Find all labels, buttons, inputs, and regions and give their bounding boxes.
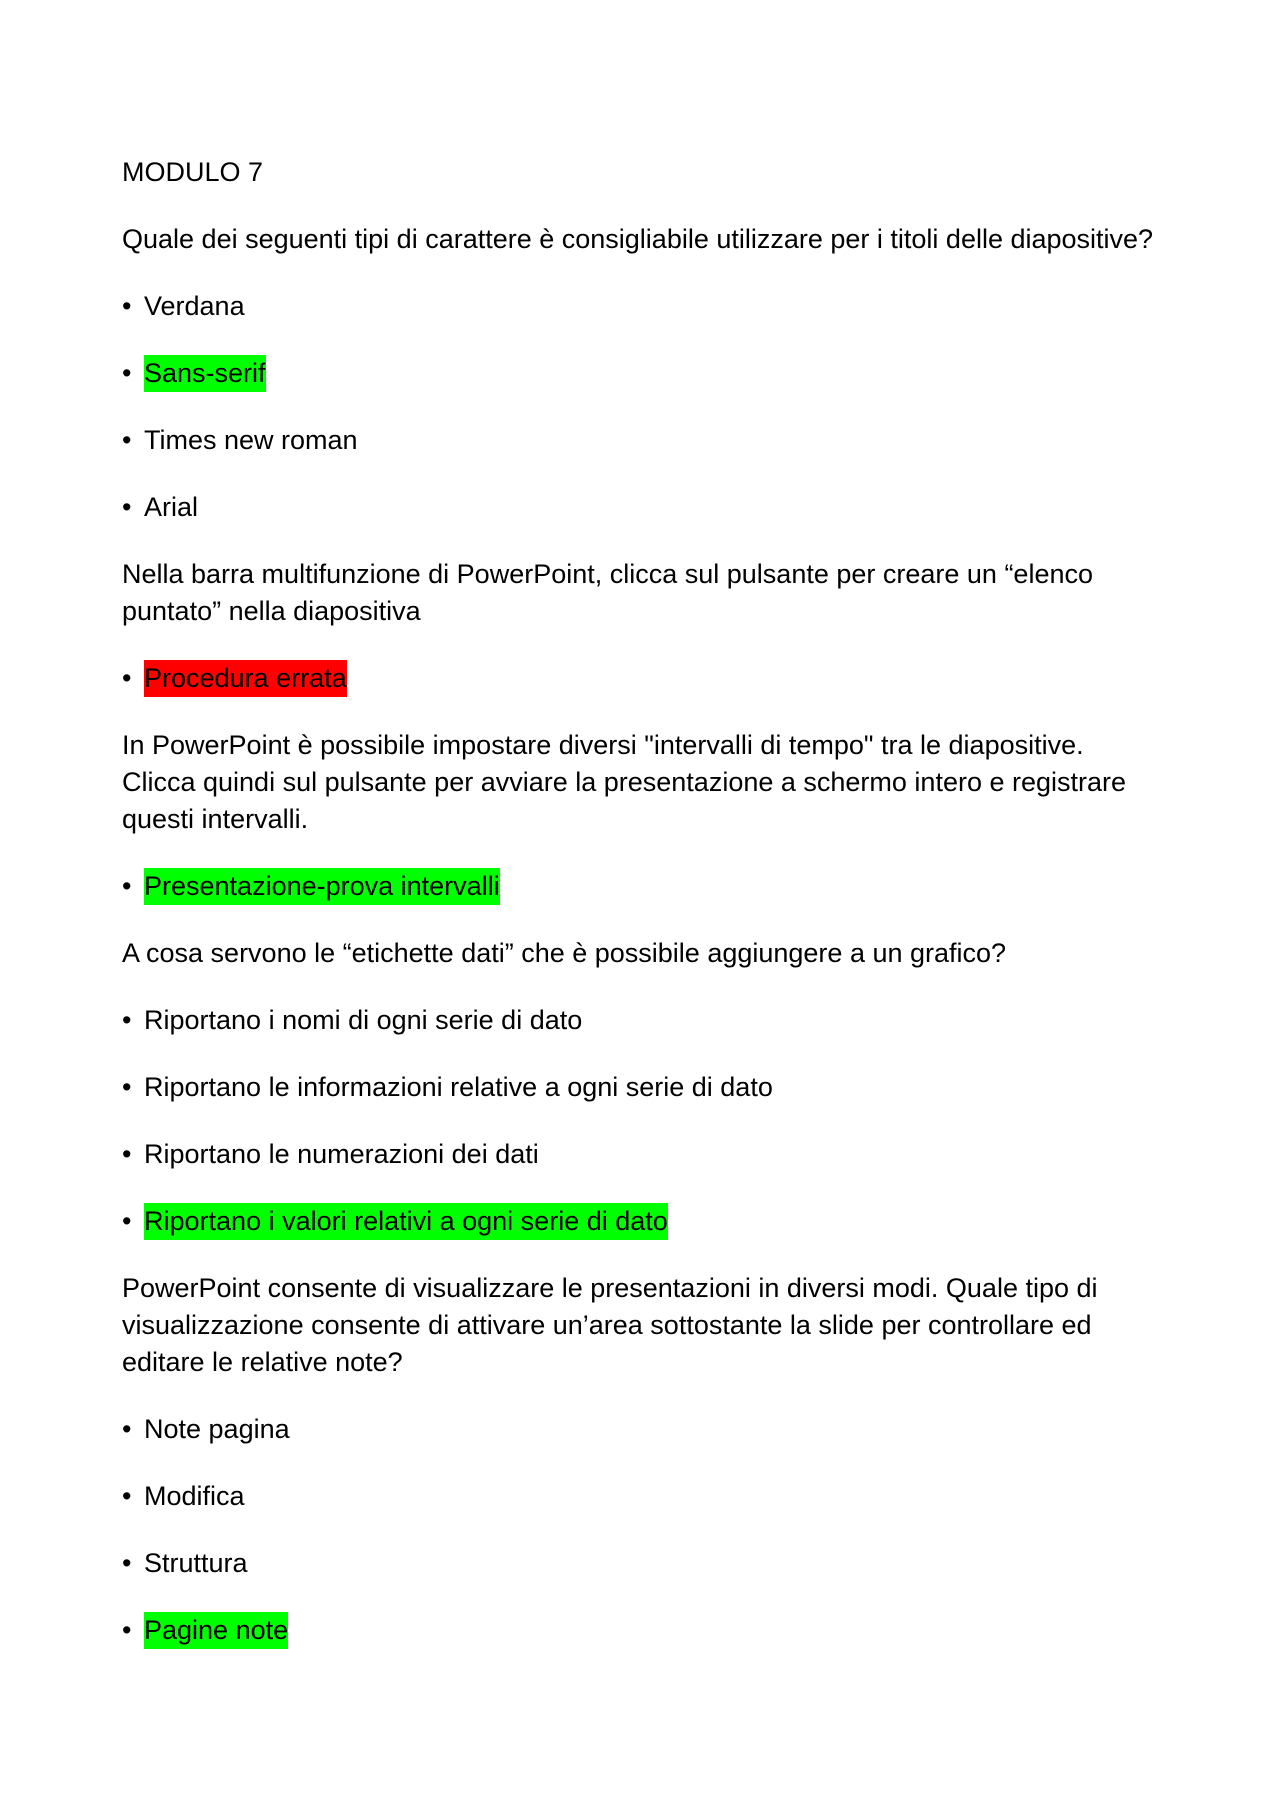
bullet-icon: •: [122, 1139, 132, 1169]
question-1-option-3: [122, 422, 1162, 459]
bullet-icon: •: [122, 871, 132, 901]
question-4-option-4: [122, 1203, 1162, 1240]
bullet-icon: •: [122, 663, 132, 693]
option-label: Riportano le numerazioni dei dati: [144, 1139, 539, 1169]
question-4-option-1: [122, 1002, 1162, 1039]
question-5-option-1: [122, 1411, 1162, 1448]
question-2-option-1: [122, 660, 1162, 697]
correct-option-highlight: Riportano i valori relativi a ogni serie di dato: [144, 1203, 668, 1240]
correct-option-highlight: Sans-serif: [144, 355, 266, 392]
bullet-icon: •: [122, 1005, 132, 1035]
bullet-icon: •: [122, 1414, 132, 1444]
page-title: MODULO 7: [122, 157, 264, 187]
bullet-icon: •: [122, 492, 132, 522]
bullet-icon: •: [122, 1206, 132, 1236]
correct-option-highlight: Presentazione-prova intervalli: [144, 868, 500, 905]
question-5-text: PowerPoint consente di visualizzare le presentazioni in diversi modi. Quale tipo di visualizzazione consente di attivare un’area sottostante la slide per controllare ed editare le relative note?: [122, 1273, 1098, 1377]
question-5-option-3: [122, 1545, 1162, 1582]
question-2-text: Nella barra multifunzione di PowerPoint, clicca sul pulsante per creare un “elenco puntato” nella diapositiva: [122, 559, 1093, 626]
bullet-icon: •: [122, 425, 132, 455]
question-3-option-1: [122, 868, 1162, 905]
bullet-icon: •: [122, 1481, 132, 1511]
question-1-text: Quale dei seguenti tipi di carattere è consigliabile utilizzare per i titoli delle diapositive?: [122, 224, 1154, 254]
question-5-option-2: [122, 1478, 1162, 1515]
bullet-icon: •: [122, 1615, 132, 1645]
option-label: Times new roman: [144, 425, 358, 455]
question-5-option-4: [122, 1612, 1162, 1649]
option-label: Riportano i nomi di ogni serie di dato: [144, 1005, 583, 1035]
option-label: Struttura: [144, 1548, 248, 1578]
option-label: Note pagina: [144, 1414, 290, 1444]
bullet-icon: •: [122, 358, 132, 388]
question-1-option-1: [122, 288, 1162, 325]
question-1-option-2: [122, 355, 1162, 392]
option-label: Verdana: [144, 291, 245, 321]
wrong-option-highlight: Procedura errata: [144, 660, 347, 697]
question-1-option-4: [122, 489, 1162, 526]
bullet-icon: •: [122, 1548, 132, 1578]
question-4-option-2: [122, 1069, 1162, 1106]
correct-option-highlight: Pagine note: [144, 1612, 288, 1649]
bullet-icon: •: [122, 291, 132, 321]
question-3-text: In PowerPoint è possibile impostare diversi "intervalli di tempo" tra le diapositive. Clicca quindi sul pulsante per avviare la presentazione a schermo intero e registrare questi intervalli.: [122, 730, 1127, 834]
question-4-option-3: [122, 1136, 1162, 1173]
option-label: Arial: [144, 492, 199, 522]
option-label: Modifica: [144, 1481, 245, 1511]
option-label: Riportano le informazioni relative a ogni serie di dato: [144, 1072, 773, 1102]
document-content: [122, 154, 1162, 1679]
question-4-text: A cosa servono le “etichette dati” che è possibile aggiungere a un grafico?: [122, 938, 1007, 968]
bullet-icon: •: [122, 1072, 132, 1102]
